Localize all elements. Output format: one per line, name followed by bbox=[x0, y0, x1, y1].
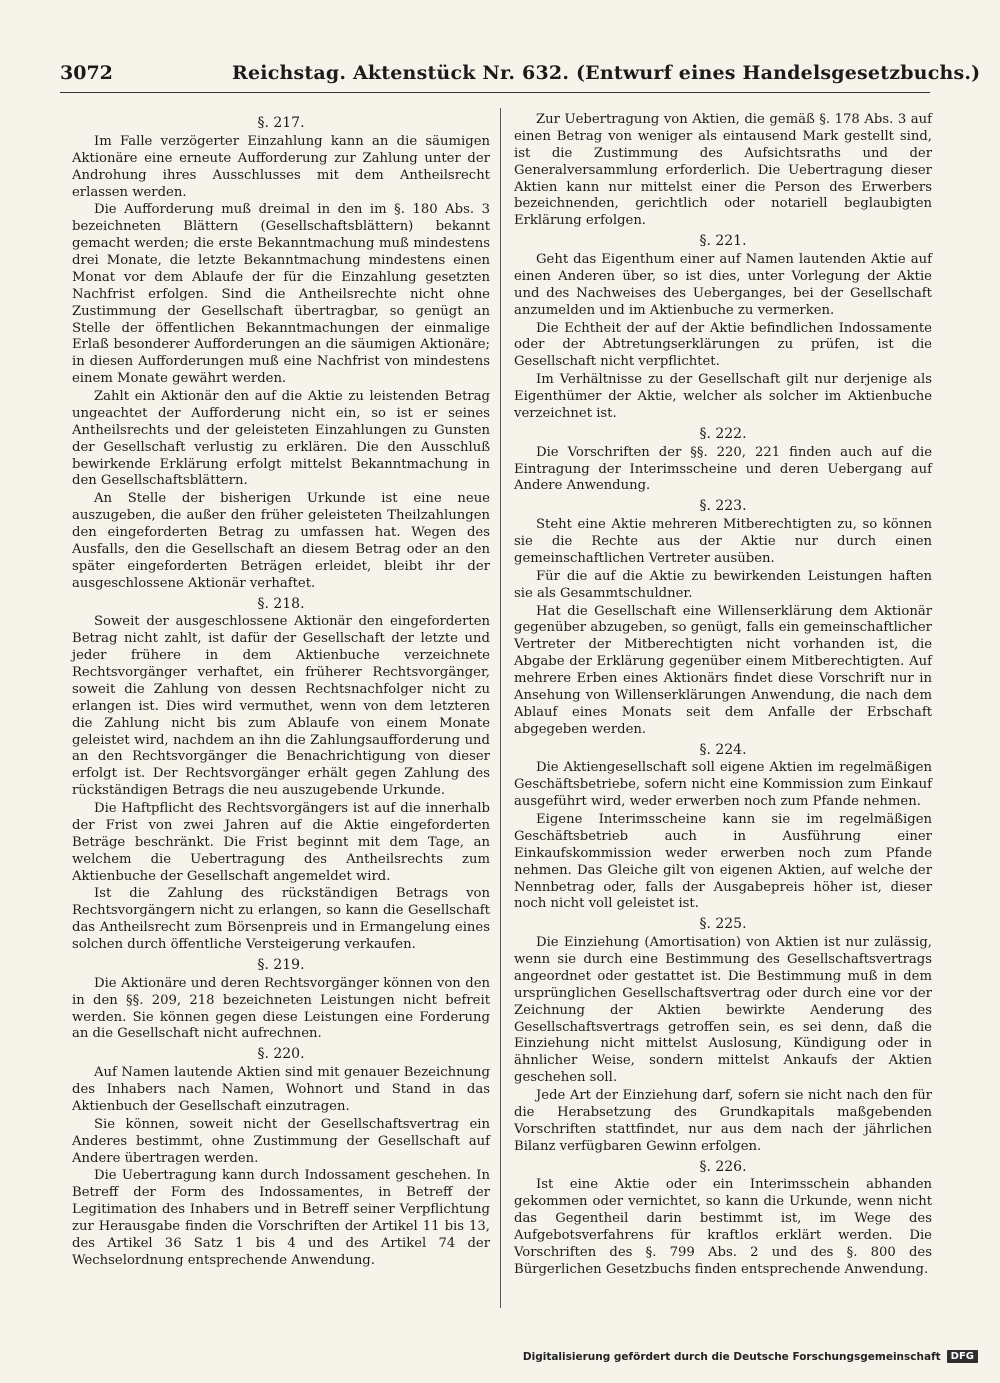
section bbox=[514, 1159, 932, 1279]
dfg-logo: DFG bbox=[947, 1350, 978, 1363]
paragraph: Für die auf die Aktie zu bewirkenden Leistungen haften sie als Gesammtschuldner. bbox=[514, 568, 932, 601]
section bbox=[514, 498, 932, 738]
paragraph: Geht das Eigenthum einer auf Namen lautenden Aktie auf einen Anderen über, so ist dies, unter Vorlegung der Aktie und des Nachweises des Ueberganges, bei der Gesellschaft anzumelden und im Aktienbuche zu vermerken. bbox=[514, 252, 932, 318]
section bbox=[72, 596, 490, 954]
paragraph: Die Aktiengesellschaft soll eigene Aktien im regelmäßigen Geschäftsbetriebe, sofern nicht eine Kommission zum Einkauf ausgeführt wird, weder erwerben noch zum Pfande nehmen. bbox=[514, 760, 932, 810]
page-number: 3072 bbox=[60, 62, 113, 84]
section bbox=[72, 1046, 490, 1269]
paragraph: Ist die Zahlung des rückständigen Betrags von Rechtsvorgängern nicht zu erlangen, so kann die Gesellschaft das Antheilsrecht zum Börsenpreis und in Ermangelung eines solchen durch öffentliche Versteigerung verkaufen. bbox=[72, 886, 490, 952]
section-heading: §. 223. bbox=[699, 498, 747, 515]
page-header bbox=[60, 62, 981, 92]
paragraph: Die Aufforderung muß dreimal in den im §. 180 Abs. 3 bezeichneten Blättern (Gesellschaftsblättern) bekannt gemacht werden; die erste Bekanntmachung muß mindestens drei Monate, die letzte Bekanntmachung mindestens einen Monat vor dem Ablaufe der für die Einzahlung gesetzten Nachfrist erfolgen. Sind die Antheilsrechte nicht ohne Zustimmung der Gesellschaft übertragbar, so genügt an Stelle der öffentlichen Bekanntmachungen der einmalige Erlaß besonderer Aufforderungen an die säumigen Aktionäre; in diesen Aufforderungen muß eine Nachfrist von mindestens einem Monate gewährt werden. bbox=[72, 202, 490, 387]
paragraph: Die Echtheit der auf der Aktie befindlichen Indossamente oder der Abtretungserklärungen zu prüfen, ist die Gesellschaft nicht verpflichtet. bbox=[514, 320, 932, 370]
section bbox=[514, 112, 932, 230]
paragraph: Sie können, soweit nicht der Gesellschaftsvertrag ein Anderes bestimmt, ohne Zustimmung der Gesellschaft auf Andere übertragen werden. bbox=[72, 1116, 490, 1166]
right-column bbox=[514, 112, 932, 1280]
section-heading: §. 220. bbox=[257, 1046, 305, 1063]
paragraph: Zur Uebertragung von Aktien, die gemäß §. 178 Abs. 3 auf einen Betrag von weniger als eintausend Mark gestellt sind, ist die Zustimmung des Aufsichtsraths und der Generalversammlung erforderlich. Die Uebertragung dieser Aktien kann nur mittelst einer die Person des Erwerbers bezeichnenden, gerichtlich oder notariell beglaubigten Erklärung erfolgen. bbox=[514, 112, 932, 229]
section-heading: §. 224. bbox=[699, 741, 747, 758]
paragraph: Im Verhältnisse zu der Gesellschaft gilt nur derjenige als Eigenthümer der Aktie, welcher als solcher im Aktienbuche verzeichnet ist. bbox=[514, 372, 932, 421]
section-heading: §. 221. bbox=[699, 233, 747, 250]
section bbox=[514, 916, 932, 1155]
paragraph: Jede Art der Einziehung darf, sofern sie nicht nach den für die Herabsetzung des Grundkapitals maßgebenden Vorschriften stattfindet, nur aus dem nach der jährlichen Bilanz verfügbaren Gewinn erfolgen. bbox=[514, 1088, 932, 1154]
section-heading: §. 217. bbox=[257, 115, 305, 131]
section-heading: §. 218. bbox=[257, 595, 305, 612]
paragraph: Steht eine Aktie mehreren Mitberechtigten zu, so können sie die Rechte aus der Aktie nur durch einen gemeinschaftlichen Vertreter ausüben. bbox=[514, 517, 932, 566]
paragraph: Die Aktionäre und deren Rechtsvorgänger können von den in den §§. 209, 218 bezeichneten Leistungen nicht befreit werden. Sie können gegen diese Leistungen eine Forderung an die Gesellschaft nicht aufrechnen. bbox=[72, 975, 490, 1042]
paragraph: Hat die Gesellschaft eine Willenserklärung dem Aktionär gegenüber abzugeben, so genügt, falls ein gemeinschaftlicher Vertreter der Mitberechtigten nicht vorhanden ist, die Abgabe der Erklärung gegenüber einem Mitberechtigten. Auf mehrere Erben eines Aktionärs findet diese Vorschrift nur in Ansehung von Willenserklärungen Anwendung, die nach dem Ablauf eines Monats seit dem Anfalle der Erbschaft abgegeben werden. bbox=[514, 603, 932, 737]
paragraph: Die Uebertragung kann durch Indossament geschehen. In Betreff der Form des Indossamentes, in Betreff der Legitimation des Inhabers und in Betreff seiner Verpflichtung zur Herausgabe finden die Vorschriften der Artikel 11 bis 13, des Artikel 36 Satz 1 bis 4 und des Artikel 74 der Wechselordnung entsprechende Anwendung. bbox=[72, 1168, 490, 1268]
section-heading: §. 225. bbox=[699, 916, 747, 933]
section bbox=[72, 115, 490, 593]
section bbox=[514, 742, 932, 914]
section-heading: §. 226. bbox=[699, 1158, 747, 1175]
paragraph: Soweit der ausgeschlossene Aktionär den eingeforderten Betrag nicht zahlt, ist dafür der Gesellschaft der letzte und jeder frühere in dem Aktienbuche verzeichnete Rechtsvorgänger verhaftet, ein früherer Rechtsvorgänger, soweit die Zahlung von dessen Rechtsnachfolger nicht zu erlangen ist. Dies wird vermuthet, wenn von dem letzteren die Zahlung nicht bis zum Ablaufe von einem Monate geleistet wird, nachdem an ihn die Zahlungsaufforderung und an den Rechtsvorgänger die Benachrichtigung von dieser erfolgt ist. Der Rechtsvorgänger erhält gegen Zahlung des rückständigen Betrags die neu auszugebende Urkunde. bbox=[72, 614, 490, 799]
section-heading: §. 222. bbox=[699, 425, 747, 442]
footer bbox=[523, 1350, 978, 1363]
section bbox=[514, 426, 932, 496]
paragraph: An Stelle der bisherigen Urkunde ist eine neue auszugeben, die außer den früher geleisteten Theilzahlungen den eingeforderten Betrag zu umfassen hat. Wegen des Ausfalls, den die Gesellschaft an diesem Betrag oder an den später eingeforderten Beträgen erleidet, bleibt ihr der ausgeschlossene Aktionär verhaftet. bbox=[72, 491, 490, 591]
paragraph: Eigene Interimsscheine kann sie im regelmäßigen Geschäftsbetrieb auch in Ausführung einer Einkaufskommission weder erwerben noch zum Pfande nehmen. Das Gleiche gilt von eigenen Aktien, auf welche der Nennbetrag oder, falls der Ausgabepreis höher ist, dieser noch nicht voll geleistet ist. bbox=[514, 812, 932, 912]
footer-credit: Digitalisierung gefördert durch die Deutsche Forschungsgemeinschaft bbox=[522, 1350, 941, 1363]
header-rule bbox=[60, 92, 930, 93]
paragraph: Ist eine Aktie oder ein Interimsschein abhanden gekommen oder vernichtet, so kann die Urkunde, wenn nicht das Gegentheil darin bestimmt ist, im Wege des Aufgebotsverfahrens für kraftlos erklärt werden. Die Vorschriften des §. 799 Abs. 2 und des §. 800 des Bürgerlichen Gesetzbuchs finden entsprechende Anwendung. bbox=[514, 1177, 932, 1277]
column-divider bbox=[500, 108, 501, 1308]
section bbox=[72, 957, 490, 1043]
running-title: Reichstag. Aktenstück Nr. 632. (Entwurf eines Handelsgesetzbuchs.) bbox=[232, 62, 981, 84]
section-heading: §. 219. bbox=[257, 956, 305, 973]
paragraph: Zahlt ein Aktionär den auf die Aktie zu leistenden Betrag ungeachtet der Aufforderung nicht ein, so ist er seines Antheilsrechts und der geleisteten Einzahlungen zu Gunsten der Gesellschaft verlustig zu erklären. Die den Ausschluß bewirkende Erklärung erfolgt mittelst Bekanntmachung in den Gesellschaftsblättern. bbox=[72, 389, 490, 489]
section bbox=[514, 233, 932, 423]
paragraph: Die Vorschriften der §§. 220, 221 finden auch auf die Eintragung der Interimsscheine und deren Uebergang auf Andere Anwendung. bbox=[514, 444, 932, 494]
paragraph: Die Einziehung (Amortisation) von Aktien ist nur zulässig, wenn sie durch eine Bestimmung des Gesellschaftsvertrags angeordnet oder gestattet ist. Die Bestimmung muß in dem ursprünglichen Gesellschaftsvertrag oder durch eine vor der Zeichnung der Aktien bewirkte Aenderung des Gesellschaftsvertrags getroffen sein, es sei denn, daß die Einziehung nicht mittelst Auslosung, Kündigung oder in ähnlicher Weise, sondern mittelst Ankaufs der Aktien geschehen soll. bbox=[514, 935, 932, 1086]
paragraph: Die Haftpflicht des Rechtsvorgängers ist auf die innerhalb der Frist von zwei Jahren auf die Aktie eingeforderten Beträge beschränkt. Die Frist beginnt mit dem Tage, an welchem die Uebertragung des Antheilsrechts zum Aktienbuche der Gesellschaft angemeldet wird. bbox=[72, 801, 490, 884]
paragraph: Im Falle verzögerter Einzahlung kann an die säumigen Aktionäre eine erneute Aufforderung zur Zahlung unter der Androhung ihres Ausschlusses mit dem Antheilsrecht erlassen werden. bbox=[72, 133, 490, 200]
paragraph: Auf Namen lautende Aktien sind mit genauer Bezeichnung des Inhabers nach Namen, Wohnort und Stand in das Aktienbuch der Gesellschaft einzutragen. bbox=[72, 1065, 490, 1114]
left-column bbox=[72, 112, 490, 1271]
